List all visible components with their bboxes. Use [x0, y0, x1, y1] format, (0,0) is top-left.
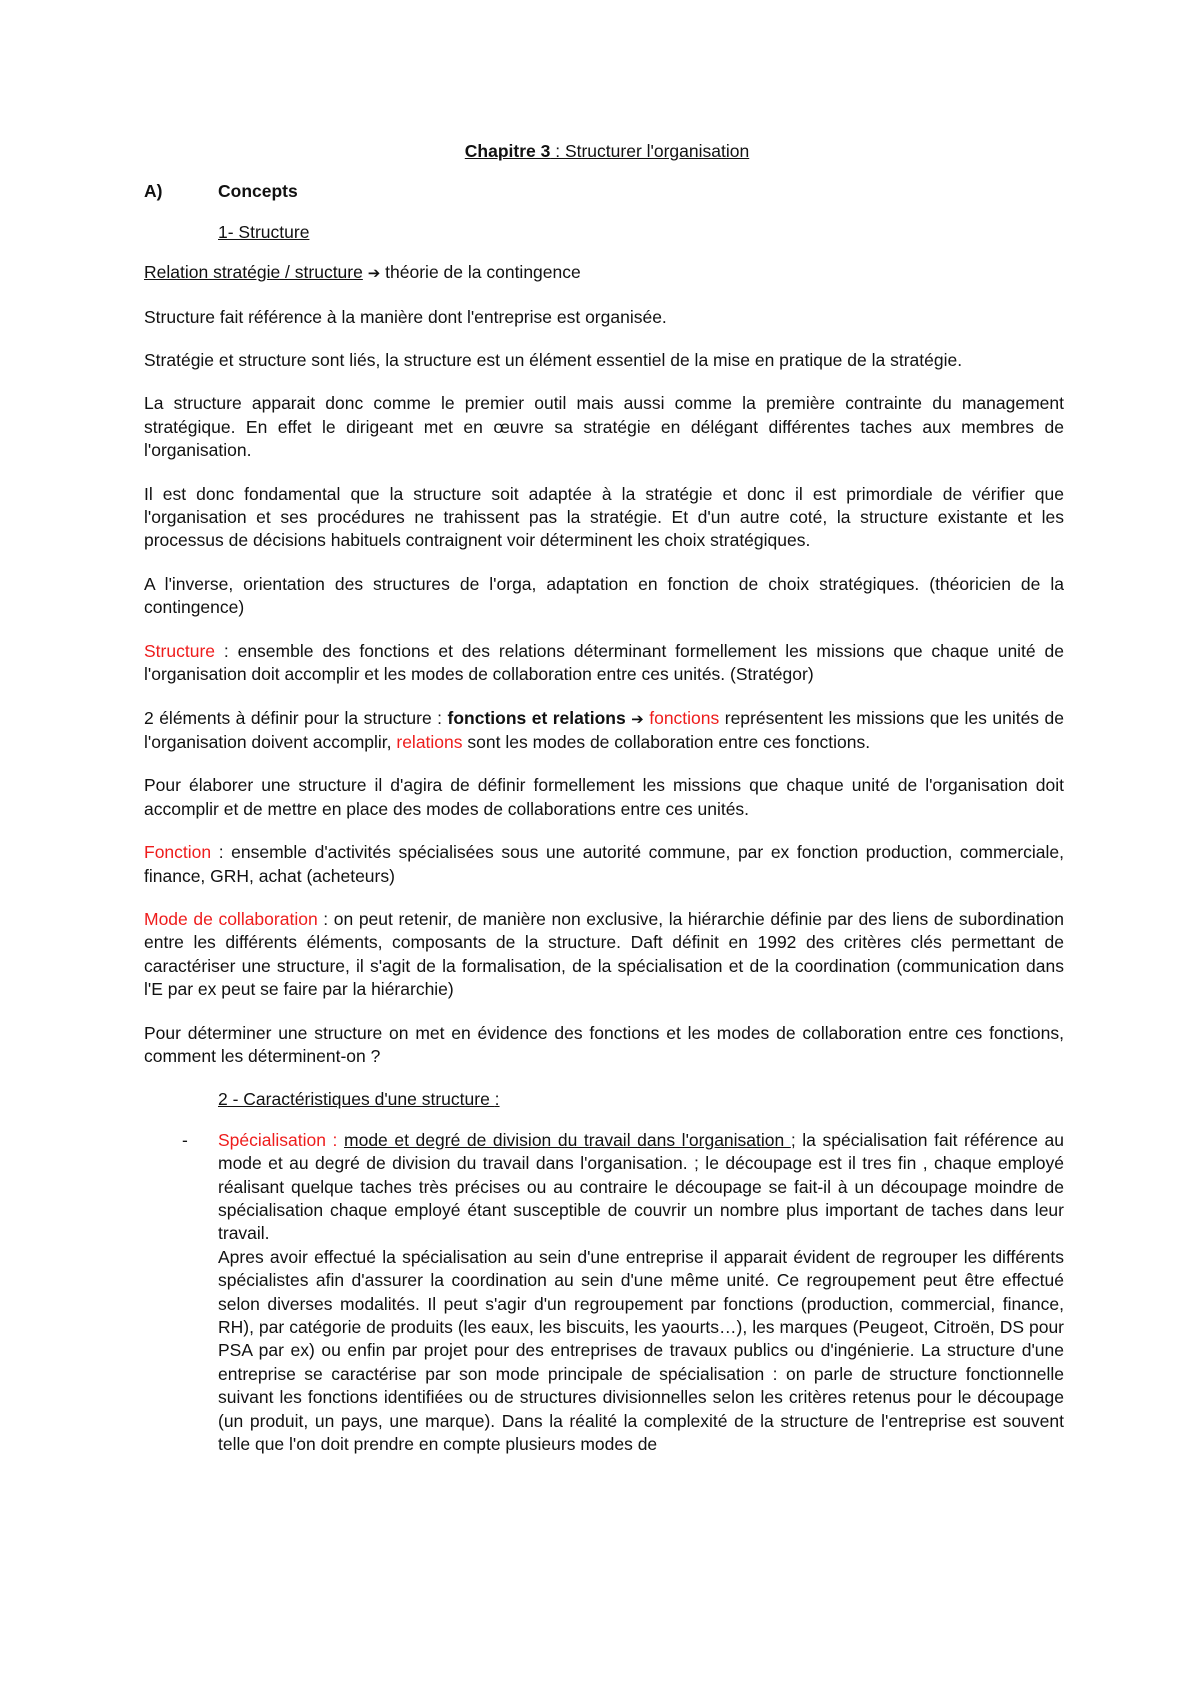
term-mode-collaboration: Mode de collaboration [144, 908, 318, 929]
definition-structure-text: : ensemble des fonctions et des relations déterminant formellement les missions que chaque unité de l'organisation doit accomplir et les modes de collaboration entre ces unités. (Stratégor) [144, 640, 1064, 685]
arrow-right-icon: ➔ [367, 264, 381, 283]
relation-underlined: Relation stratégie / structure [144, 262, 363, 283]
paragraph-1: Structure fait référence à la manière dont l'entreprise est organisée. [144, 306, 667, 327]
term-fonctions: fonctions [649, 707, 720, 728]
term-structure: Structure [144, 640, 215, 661]
term-fonction: Fonction [144, 842, 212, 863]
definition-fonction-text: : ensemble d'activités spécialisées sous une autorité commune, par ex fonction production, commerciale, finance, GRH, achat (acheteurs) [144, 842, 1064, 886]
term-specialisation: Spécialisation [218, 1129, 326, 1150]
bullet-specialisation [144, 1129, 1064, 1457]
chapter-number: Chapitre 3 [464, 141, 551, 161]
relation-line [144, 261, 1064, 285]
bullet-dash: - [182, 1129, 188, 1150]
bullet-specialisation-para2: Apres avoir effectué la spécialisation au sein d'une entreprise il apparait évident de regrouper les différents spécialistes afin d'assurer la coordination au sein d'une même unité. Ce regroupement peut être effectué selon diverses modalités. Il peut s'agir d'un regroupement par fonctions (production, commercial, finance, RH), par catégorie de produits (les eaux, les biscuits, les yaourts…), les marques (Peugeot, Citroën, DS pour PSA par ex) ou enfin par projet pour des entreprises de travaux publics ou d'ingénierie. La structure d'une entreprise se caractérise par son mode principale de spécialisation : on parle de structure fonctionnelle suivant les fonctions identifiées ou de structures divisionnelles selon les critères retenus pour le découpage (un produit, un pays, une marque). Dans la réalité la complexité de la structure de l'entreprise est souvent telle que l'on doit prendre en compte plusieurs modes de [218, 1246, 1064, 1455]
paragraph-3: La structure apparait donc comme le premier outil mais aussi comme la première contrainte du management stratégique. En effet le dirigeant met en œuvre sa stratégie en délégant différentes taches aux membres de l'organisation. [144, 393, 1064, 461]
relation-rest: théorie de la contingence [380, 262, 581, 283]
paragraph-4: Il est donc fondamental que la structure soit adaptée à la stratégie et donc il est primordiale de vérifier que l'organisation et ses procédures ne trahissent pas la stratégie. Et d'un autre coté, la structure existante et les processus de décisions habituels contraignent voir déterminent les choix stratégiques. [144, 483, 1064, 551]
definition-fonction [144, 841, 1064, 888]
section-heading-concepts [144, 180, 1064, 203]
definition-mode-text: : on peut retenir, de manière non exclusive, la hiérarchie définie par des liens de subordination entre les différents éléments, composants de la structure. Daft définit en 1992 des critères clés permettant de caractériser une structure, il s'agit de la formalisation, de la spécialisation et de la coordination (communication dans l'E par ex peut se faire par la hiérarchie) [144, 908, 1064, 1000]
section-label: Concepts [218, 181, 298, 202]
arrow-right-icon: ➔ [631, 709, 644, 728]
paragraph-7: Pour déterminer une structure on met en évidence des fonctions et les modes de collaboration entre ces fonctions, comment les déterminent-on ? [144, 1022, 1064, 1066]
bullet-specialisation-para1: Spécialisation : mode et degré de division du travail dans l'organisation ; la spécialisation fait référence au mode et au degré de division du travail dans l'organisation. ; le découpage est il tres fin , chaque employé réalisant quelque taches très précises ou au contraire le découpage se fait-il à un découpage moindre de spécialisation chaque employé étant susceptible de couvrir un nombre plus important de taches dans leur travail. [218, 1129, 1065, 1244]
section-letter: A) [144, 181, 163, 202]
subheading-caracteristiques: 2 - Caractéristiques d'une structure : [218, 1089, 500, 1110]
chapter-name: : Structurer l'organisation [550, 141, 750, 161]
paragraph-2: Stratégie et structure sont liés, la structure est un élément essentiel de la mise en pratique de la stratégie. [144, 350, 963, 371]
elements-bold: fonctions et relations [447, 707, 632, 728]
definition-mode-collaboration [144, 908, 1064, 1002]
document-body [144, 140, 1064, 1456]
elements-paragraph: 2 éléments à définir pour la structure : fonctions et relations ➔ fonctions représentent les missions que les unités de l'organisation doivent accomplir, relations sont les modes de collaboration entre ces fonctions. [144, 707, 1064, 752]
specialisation-underlined: mode et degré de division du travail dans l'organisation [344, 1129, 791, 1150]
definition-structure [144, 640, 1064, 687]
chapter-title [144, 140, 1064, 163]
paragraph-5: A l'inverse, orientation des structures de l'orga, adaptation en fonction de choix stratégiques. (théoricien de la contingence) [144, 573, 1064, 618]
paragraph-6: Pour élaborer une structure il d'agira de définir formellement les missions que chaque unité de l'organisation doit accomplir et de mettre en place des modes de collaborations entre ces unités. [144, 775, 1064, 819]
subheading-structure: 1- Structure [218, 221, 310, 242]
term-relations: relations [396, 731, 463, 752]
